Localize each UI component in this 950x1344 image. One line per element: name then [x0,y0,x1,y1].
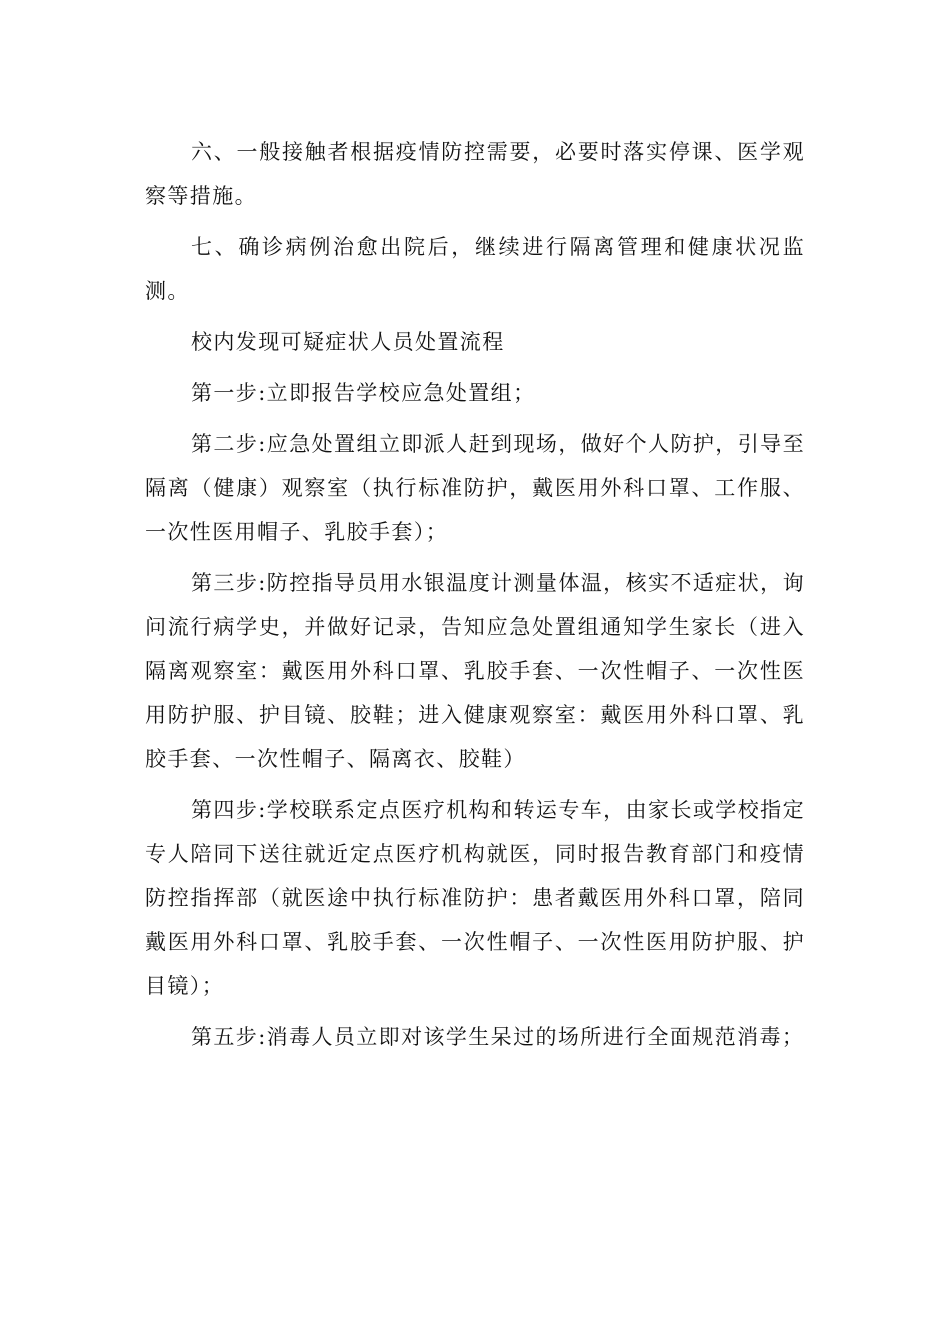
paragraph-item-6: 六、一般接触者根据疫情防控需要，必要时落实停课、医学观察等措施。 [145,140,805,208]
step-3-paragraph: 第三步:防控指导员用水银温度计测量体温，核实不适症状，询问流行病学史，并做好记录，告知应急处置组通知学生家长（进入隔离观察室：戴医用外科口罩、乳胶手套、一次性帽子、一次性医用防护服、护目镜、胶鞋；进入健康观察室：戴医用外科口罩、乳胶手套、一次性帽子、隔离衣、胶鞋） [145,571,805,771]
document-body [145,130,805,1066]
section-heading: 校内发现可疑症状人员处置流程 [191,330,505,354]
step-4-paragraph: 第四步:学校联系定点医疗机构和转运专车，由家长或学校指定专人陪同下送往就近定点医疗机构就医，同时报告教育部门和疫情防控指挥部（就医途中执行标准防护：患者戴医用外科口罩，陪同戴医用外科口罩、乳胶手套、一次性帽子、一次性医用防护服、护目镜）； [145,798,805,998]
step-5-paragraph: 第五步:消毒人员立即对该学生呆过的场所进行全面规范消毒； [191,1025,805,1049]
paragraph-item-7: 七、确诊病例治愈出院后，继续进行隔离管理和健康状况监测。 [145,235,805,303]
step-1-paragraph: 第一步:立即报告学校应急处置组； [191,381,536,405]
step-2-paragraph: 第二步:应急处置组立即派人赶到现场，做好个人防护，引导至隔离（健康）观察室（执行标准防护，戴医用外科口罩、工作服、一次性医用帽子、乳胶手套）； [145,432,805,544]
